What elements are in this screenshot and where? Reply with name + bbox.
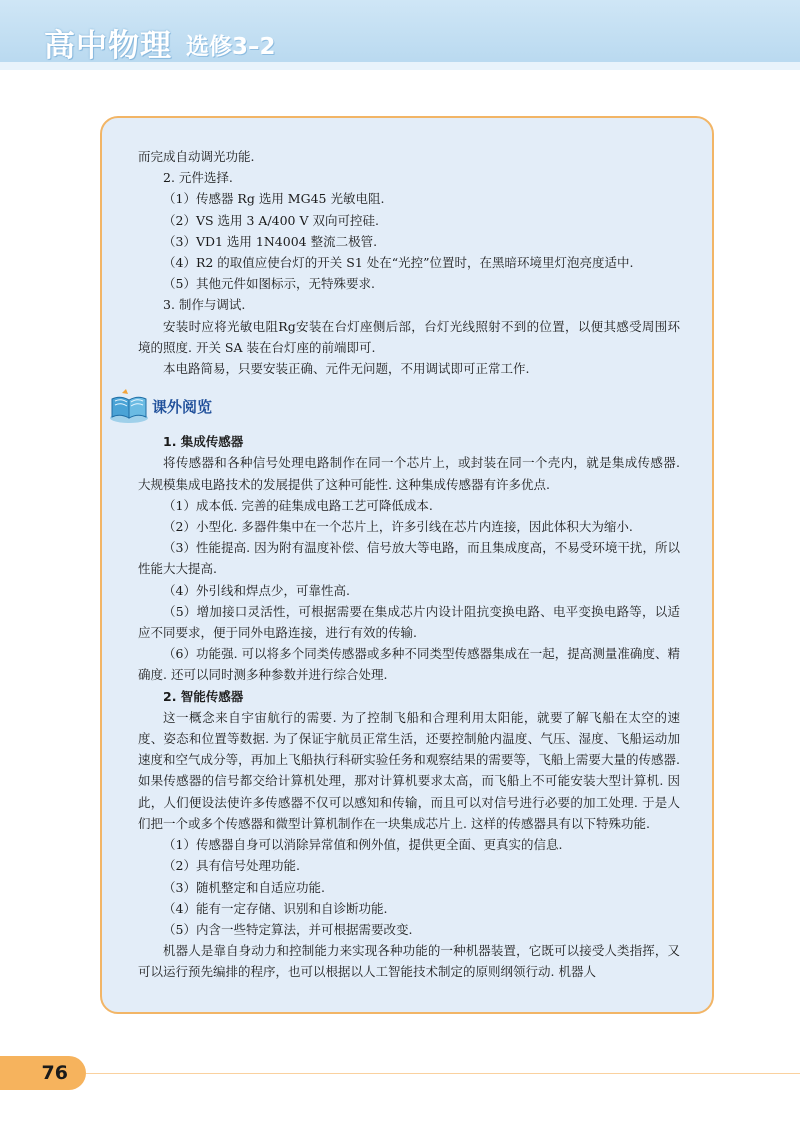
paragraph: （3）VD1 选用 1N4004 整流二极管.	[163, 233, 378, 249]
paragraph: （4）能有一定存储、识别和自诊断功能.	[163, 900, 388, 916]
paragraph: 3. 制作与调试.	[163, 297, 246, 313]
subsection-heading: 2. 智能传感器	[163, 688, 244, 704]
paragraph: 本电路简易，只要安装正确、元件无问题，不用调试即可正常工作.	[163, 361, 530, 377]
paragraph: （1）传感器 Rg 选用 MG45 光敏电阻.	[163, 191, 385, 207]
paragraph: （2）具有信号处理功能.	[163, 858, 300, 874]
footer-rule	[86, 1073, 800, 1074]
book-subtitle: 选修3–2	[186, 34, 276, 60]
book-title: 高中物理	[44, 28, 172, 64]
paragraph: 2. 元件选择.	[163, 170, 233, 186]
page-number: 76	[41, 1062, 68, 1084]
paragraph: （4）R2 的取值应使台灯的开关 S1 处在“光控”位置时，在黑暗环境里灯泡亮度适中.	[163, 255, 634, 271]
paragraph: 这一概念来自宇宙航行的需要. 为了控制飞船和合理利用太阳能，就要了解飞船在太空的速度、姿态和位置等数据. 为了保证宇航员正常生活，还要控制舱内温度、气压、湿度、飞船运动加速度和空气成分等，再加上飞船执行科研实验任务和观察结果的需要等，飞船上需要大量的传感器. 如果传感器的信号都交给计算机处理，那对计算机要求太高，而飞船上不可能安装大型计算机. 因此，人们便设法使许多传感器不仅可以感知和传输，而且可以对信号进行必要的加工处理. 于是人们把一个或多个传感器和微型计算机制作在一块集成芯片上. 这样的传感器具有以下特殊功能.	[138, 709, 680, 831]
paragraph: （5）增加接口灵活性，可根据需要在集成芯片内设计阻抗变换电路、电平变换电路等，以适应不同要求，便于同外电路连接，进行有效的传输.	[138, 603, 680, 641]
paragraph: 将传感器和各种信号处理电路制作在同一个芯片上，或封装在同一个壳内，就是集成传感器. 大规模集成电路技术的发展提供了这种可能性. 这种集成传感器有许多优点.	[138, 455, 680, 492]
paragraph: （3）随机整定和自适应功能.	[163, 879, 325, 895]
paragraph: （2）小型化. 多器件集中在一个芯片上，许多引线在芯片内连接，因此体积大为缩小.	[163, 519, 633, 535]
page-content	[138, 146, 680, 983]
paragraph: （6）功能强. 可以将多个同类传感器或多种不同类型传感器集成在一起，提高测量准确度、精确度. 还可以同时测多种参数并进行综合处理.	[138, 646, 680, 683]
paragraph: （1）传感器自身可以消除异常值和例外值，提供更全面、更真实的信息.	[163, 837, 563, 853]
section-title: 课外阅览	[152, 398, 213, 417]
page-header	[0, 0, 800, 70]
paragraph: （1）成本低. 完善的硅集成电路工艺可降低成本.	[163, 497, 433, 513]
paragraph: 而完成自动调光功能.	[138, 149, 255, 164]
page-number-tab	[0, 1056, 86, 1090]
paragraph: （2）VS 选用 3 A/400 V 双向可控硅.	[163, 212, 379, 228]
paragraph: 安装时应将光敏电阻Rg安装在台灯座侧后部，台灯光线照射不到的位置，以便其感受周围环境的照度. 开关 SA 装在台灯座的前端即可.	[138, 318, 680, 355]
paragraph: （5）内含一些特定算法，并可根据需要改变.	[163, 921, 413, 937]
section-heading	[108, 387, 680, 431]
paragraph: （3）性能提高. 因为附有温度补偿、信号放大等电路，而且集成度高，不易受环境干扰，所以性能大大提高.	[138, 540, 680, 577]
paragraph: 机器人是靠自身动力和控制能力来实现各种功能的一种机器装置，它既可以接受人类指挥，又可以运行预先编排的程序，也可以根据以人工智能技术制定的原则纲领行动. 机器人	[138, 943, 680, 980]
open-book-icon	[108, 387, 150, 425]
subsection-heading: 1. 集成传感器	[163, 434, 244, 450]
paragraph: （5）其他元件如图标示，无特殊要求.	[163, 276, 375, 292]
paragraph: （4）外引线和焊点少，可靠性高.	[163, 582, 350, 598]
